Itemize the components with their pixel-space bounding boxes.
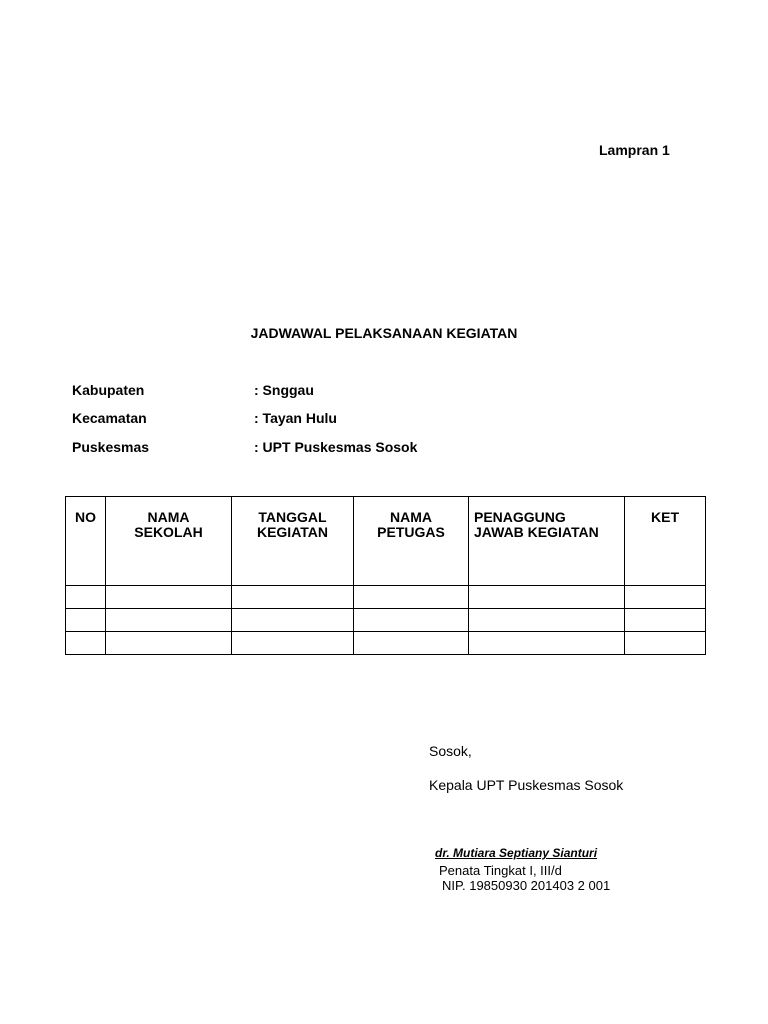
table-cell [354,586,469,609]
header-line: JAWAB KEGIATAN [474,524,599,540]
schedule-table [65,496,706,655]
table-cell [106,609,232,632]
table-cell [625,609,706,632]
header-line: SEKOLAH [134,524,203,540]
info-value: : Tayan Hulu [254,410,337,426]
info-value: : Snggau [254,382,314,398]
table-cell [232,586,354,609]
table-row [66,609,706,632]
table-cell [625,586,706,609]
table-cell [66,586,106,609]
signature-place: Sosok, [429,743,472,759]
info-label: Kecamatan [72,410,147,426]
table-cell [66,632,106,655]
page-title: JADWAWAL PELAKSANAAN KEGIATAN [250,325,518,341]
signatory-nip: NIP. 19850930 201403 2 001 [442,878,611,893]
table-cell [232,632,354,655]
column-header-no [66,497,106,586]
table-cell [354,609,469,632]
table-cell [232,609,354,632]
table-cell [469,609,625,632]
table-cell [106,586,232,609]
column-header-penanggung-jawab [469,497,625,586]
signature-position: Kepala UPT Puskesmas Sosok [429,777,624,793]
header-line: PENAGGUNG [474,509,566,525]
header-line: KET [651,509,679,525]
table-row [66,632,706,655]
column-header-nama-sekolah [106,497,232,586]
column-header-ket [625,497,706,586]
info-label: Puskesmas [72,439,150,455]
header-line: NAMA [390,509,432,525]
lampiran-label: Lampran 1 [599,142,670,158]
table-header-row [66,497,706,586]
info-value: : UPT Puskesmas Sosok [254,439,418,455]
column-header-tanggal-kegiatan [232,497,354,586]
table-row [66,586,706,609]
table-cell [354,632,469,655]
header-line: TANGGAL [258,509,327,525]
header-line: PETUGAS [377,524,445,540]
info-label: Kabupaten [72,382,145,398]
table-cell [469,632,625,655]
table-cell [106,632,232,655]
header-line: KEGIATAN [256,524,329,540]
column-header-nama-petugas [354,497,469,586]
table-cell [469,586,625,609]
header-line: NAMA [147,509,190,525]
signatory-rank: Penata Tingkat I, III/d [439,863,562,878]
signatory-name: dr. Mutiara Septiany Sianturi [435,846,598,860]
table-cell [625,632,706,655]
header-line: NO [75,509,96,525]
table-cell [66,609,106,632]
